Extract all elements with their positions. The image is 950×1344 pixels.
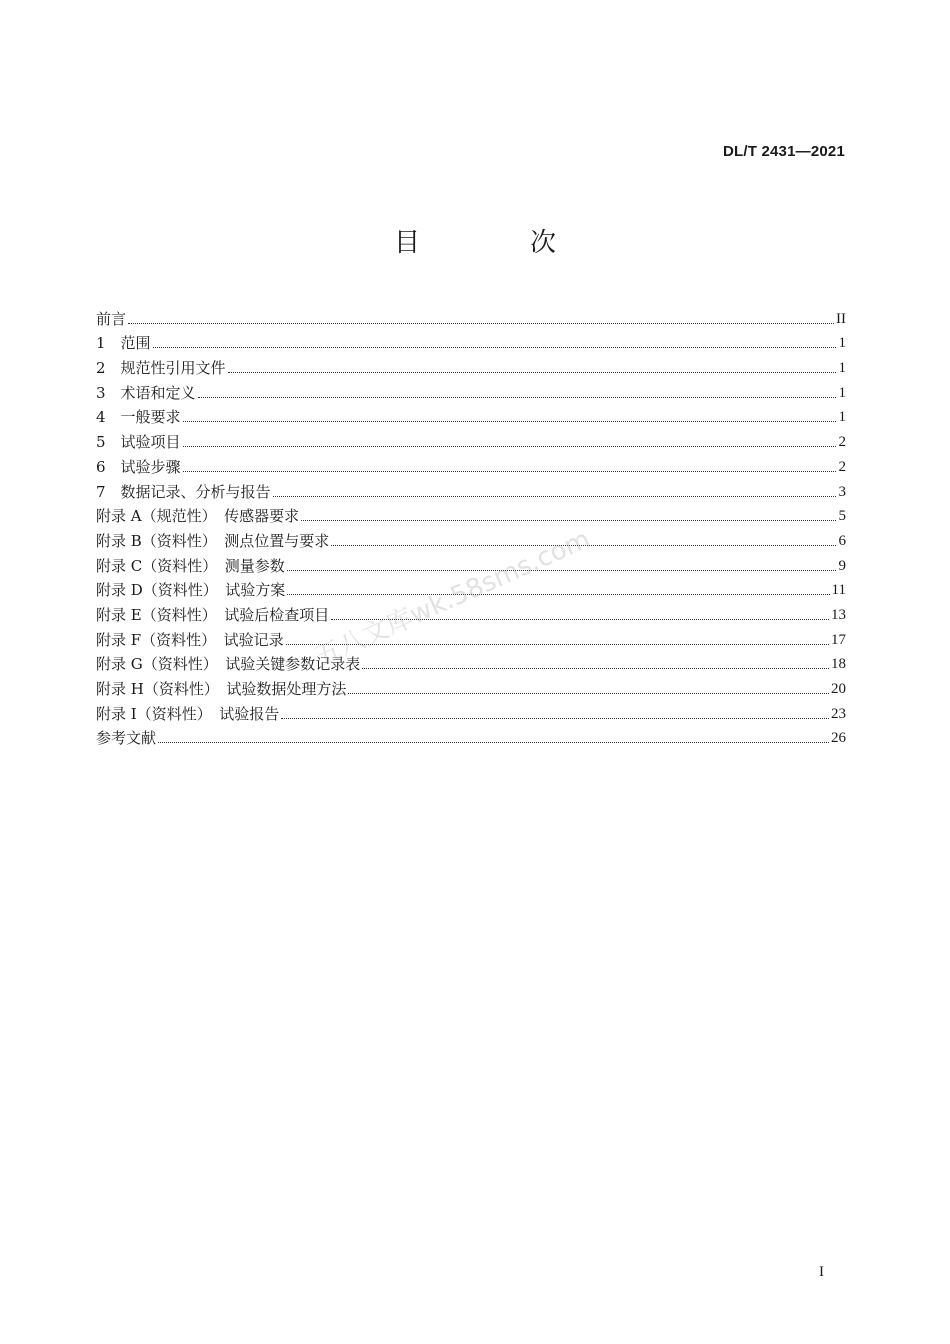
toc-entry-page: 6 xyxy=(838,532,846,549)
toc-leader-dots xyxy=(228,372,836,373)
toc-entry-test-items[interactable] xyxy=(96,425,846,450)
toc-entry-foreword[interactable] xyxy=(96,302,846,327)
toc-entry-appendix-b[interactable] xyxy=(96,524,846,549)
toc-entry-label: 前言 xyxy=(96,309,127,328)
toc-entry-page: 9 xyxy=(838,557,846,574)
toc-entry-label: 参考文献 xyxy=(96,729,157,748)
toc-entry-label: 3 术语和定义 xyxy=(96,383,196,402)
toc-leader-dots xyxy=(281,718,829,719)
toc-leader-dots xyxy=(273,496,836,497)
toc-entry-label: 5 试验项目 xyxy=(96,433,181,452)
toc-entry-label: 附录 F（资料性） 试验记录 xyxy=(96,630,284,649)
toc-entry-label: 附录 D（资料性） 试验方案 xyxy=(96,581,286,600)
toc-leader-dots xyxy=(198,397,836,398)
toc-entry-label: 6 试验步骤 xyxy=(96,457,181,476)
toc-leader-dots xyxy=(183,471,836,472)
toc-entry-general-requirements[interactable] xyxy=(96,401,846,426)
toc-entry-page: 2 xyxy=(838,458,846,475)
toc-entry-appendix-g[interactable] xyxy=(96,648,846,673)
toc-entry-terms[interactable] xyxy=(96,376,846,401)
toc-entry-bibliography[interactable] xyxy=(96,722,846,747)
toc-leader-dots xyxy=(128,323,834,324)
standard-code: DL/T 2431—2021 xyxy=(722,143,845,160)
toc-entry-label: 附录 H（资料性） 试验数据处理方法 xyxy=(96,680,347,698)
toc-entry-page: 26 xyxy=(831,730,846,747)
toc-entry-page: 1 xyxy=(838,360,846,377)
toc-leader-dots xyxy=(301,520,836,521)
toc-entry-label: 附录 C（资料性） 测量参数 xyxy=(96,556,285,575)
toc-entry-label: 1 范围 xyxy=(96,334,151,353)
toc-entry-page: 18 xyxy=(831,656,846,673)
toc-entry-page: II xyxy=(836,310,846,327)
toc-entry-data-recording[interactable] xyxy=(96,475,846,500)
toc-entry-label: 附录 G（资料性） 试验关键参数记录表 xyxy=(96,655,361,674)
toc-entry-label: 附录 I（资料性） 试验报告 xyxy=(96,704,280,723)
page-title: 目 次 xyxy=(393,228,598,258)
toc-entry-page: 1 xyxy=(838,384,846,401)
toc-leader-dots xyxy=(183,446,836,447)
toc-leader-dots xyxy=(153,347,836,348)
toc-leader-dots xyxy=(287,594,829,595)
toc-entry-label: 2 规范性引用文件 xyxy=(96,359,226,378)
toc-entry-page: 17 xyxy=(831,631,846,648)
toc-entry-test-procedure[interactable] xyxy=(96,450,846,475)
toc-leader-dots xyxy=(158,742,829,743)
toc-entry-normative-references[interactable] xyxy=(96,351,846,376)
toc-entry-appendix-a[interactable] xyxy=(96,500,846,525)
toc-entry-label: 附录 B（资料性） 测点位置与要求 xyxy=(96,531,330,550)
toc-entry-page: 5 xyxy=(838,508,846,525)
page-number: I xyxy=(819,1264,824,1280)
toc-entry-label: 7 数据记录、分析与报告 xyxy=(96,482,271,501)
toc-entry-label: 附录 A（规范性） 传感器要求 xyxy=(96,507,300,526)
toc-entry-page: 3 xyxy=(838,483,846,500)
toc-leader-dots xyxy=(287,570,836,571)
toc-entry-label: 附录 E（资料性） 试验后检查项目 xyxy=(96,605,330,624)
toc-entry-appendix-i[interactable] xyxy=(96,697,846,722)
toc-entry-page: 23 xyxy=(831,705,846,722)
table-of-contents xyxy=(96,302,846,746)
toc-leader-dots xyxy=(348,693,829,694)
toc-entry-scope[interactable] xyxy=(96,327,846,352)
toc-entry-page: 13 xyxy=(831,606,846,623)
toc-entry-page: 20 xyxy=(831,681,846,697)
watermark: 五八文库wk.58sms.com xyxy=(310,524,595,673)
toc-entry-page: 11 xyxy=(831,582,846,599)
toc-entry-appendix-h[interactable] xyxy=(96,672,846,697)
toc-leader-dots xyxy=(362,668,829,669)
toc-entry-label: 4 一般要求 xyxy=(96,408,181,427)
toc-entry-page: 1 xyxy=(838,335,846,352)
toc-entry-page: 1 xyxy=(838,409,846,426)
toc-entry-page: 2 xyxy=(838,434,846,451)
toc-entry-appendix-f[interactable] xyxy=(96,623,846,648)
toc-leader-dots xyxy=(183,421,836,422)
